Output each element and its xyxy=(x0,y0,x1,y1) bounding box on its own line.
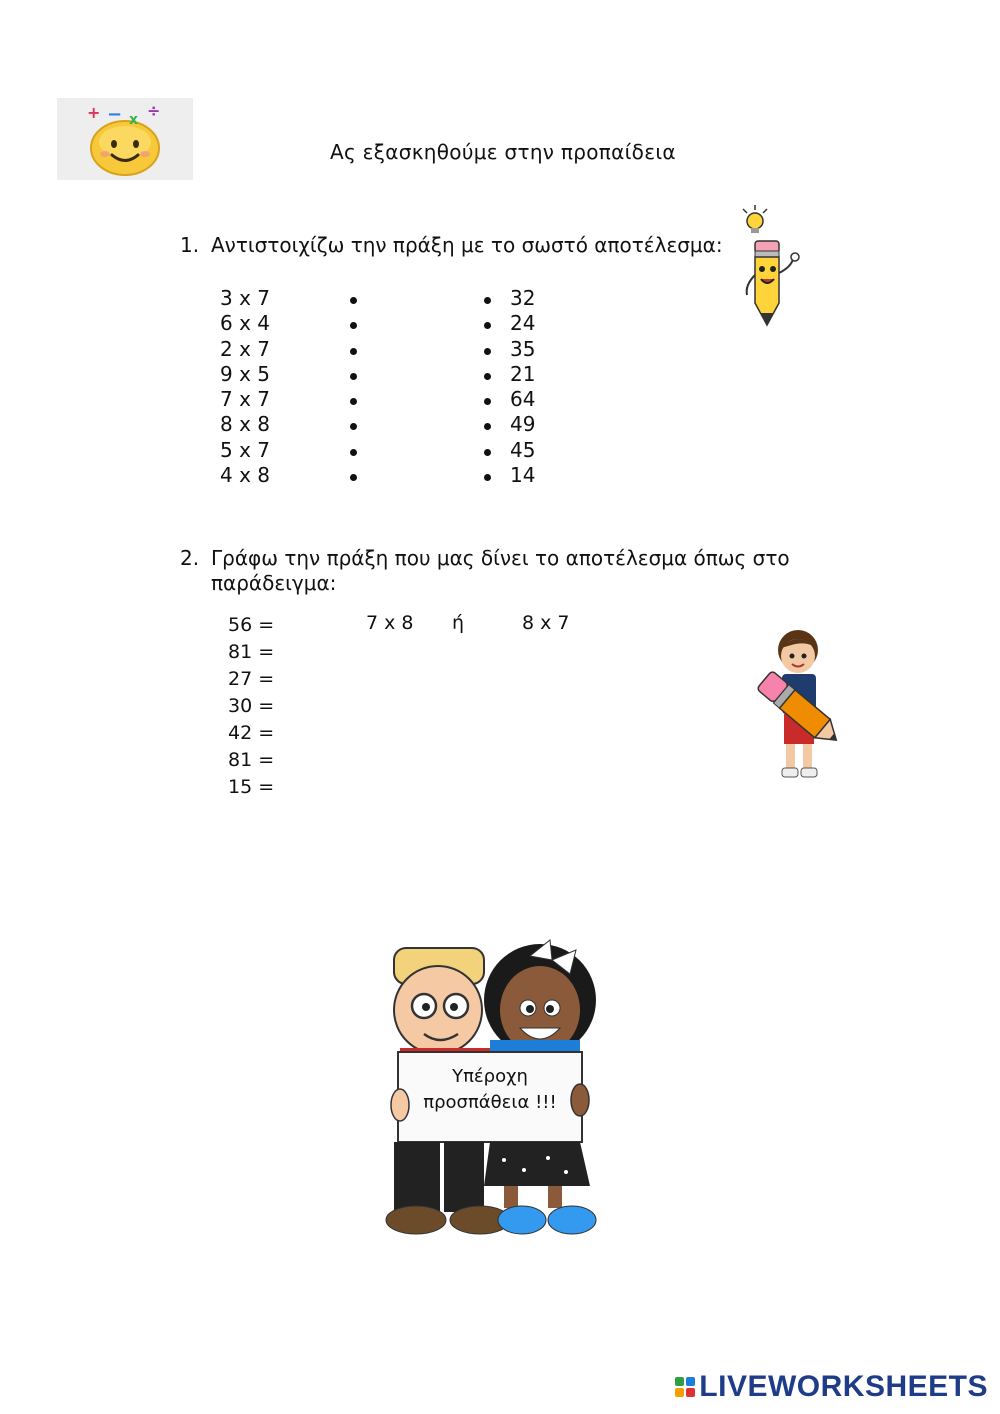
question-2-text-line1: Γράφω την πράξη που μας δίνει το αποτέλεσμα όπως στο xyxy=(211,546,790,570)
question-2-text-line2: παράδειγμα: xyxy=(211,571,337,595)
answer-row: 30 = xyxy=(228,695,275,717)
expressions-column xyxy=(220,286,270,488)
example-or: ή xyxy=(452,612,465,634)
result: 14 xyxy=(510,463,536,488)
sign-line-2: προσπάθεια !!! xyxy=(423,1092,557,1113)
expression: 5 x 7 xyxy=(220,437,270,462)
question-2-number: 2. xyxy=(180,546,200,570)
example-answer-a: 7 x 8 xyxy=(366,612,414,634)
result: 32 xyxy=(510,286,536,310)
sign-text xyxy=(400,1064,580,1116)
boy-with-pencil-icon xyxy=(748,628,852,788)
expression: 6 x 4 xyxy=(220,311,270,336)
expression: 9 x 5 xyxy=(220,361,270,386)
answer-row: 81 = xyxy=(228,641,275,663)
answer-row: 81 = xyxy=(228,749,275,771)
result: 45 xyxy=(510,437,536,462)
example-answer-b: 8 x 7 xyxy=(522,612,570,634)
expression: 2 x 7 xyxy=(220,336,270,361)
expression: 4 x 8 xyxy=(220,463,270,488)
answer-row: 15 = xyxy=(228,776,275,798)
question-1-text: Αντιστοιχίζω την πράξη με το σωστό αποτέλεσμα: xyxy=(211,233,723,257)
result: 49 xyxy=(510,412,536,437)
result: 24 xyxy=(510,311,536,336)
expression: 8 x 8 xyxy=(220,412,270,437)
question-2-list xyxy=(228,612,274,801)
results-column xyxy=(510,286,535,488)
expression: 7 x 7 xyxy=(220,387,270,412)
example-left: 56 = xyxy=(228,614,275,636)
svg-text:x: x xyxy=(129,112,139,128)
result: 64 xyxy=(510,387,536,412)
result: 35 xyxy=(510,336,536,361)
sign-line-1: Υπέροχη xyxy=(452,1066,528,1087)
expression: 3 x 7 xyxy=(220,286,270,310)
page-title: Ας εξασκηθούμε στην προπαίδεια xyxy=(330,140,676,164)
brand-name: LIVEWORKSHEETS xyxy=(699,1370,988,1403)
svg-text:÷: ÷ xyxy=(147,101,161,120)
smiley-math-icon xyxy=(57,98,193,180)
answer-row: 27 = xyxy=(228,668,275,690)
pencil-character-icon xyxy=(735,203,807,328)
example-row xyxy=(228,612,274,639)
liveworksheets-logo[interactable] xyxy=(675,1370,988,1404)
result: 21 xyxy=(510,361,536,386)
svg-text:−: − xyxy=(107,104,123,125)
liveworksheets-logo-icon xyxy=(675,1377,695,1397)
svg-text:+: + xyxy=(87,103,101,122)
question-1-number: 1. xyxy=(180,233,200,257)
answer-row: 42 = xyxy=(228,722,275,744)
